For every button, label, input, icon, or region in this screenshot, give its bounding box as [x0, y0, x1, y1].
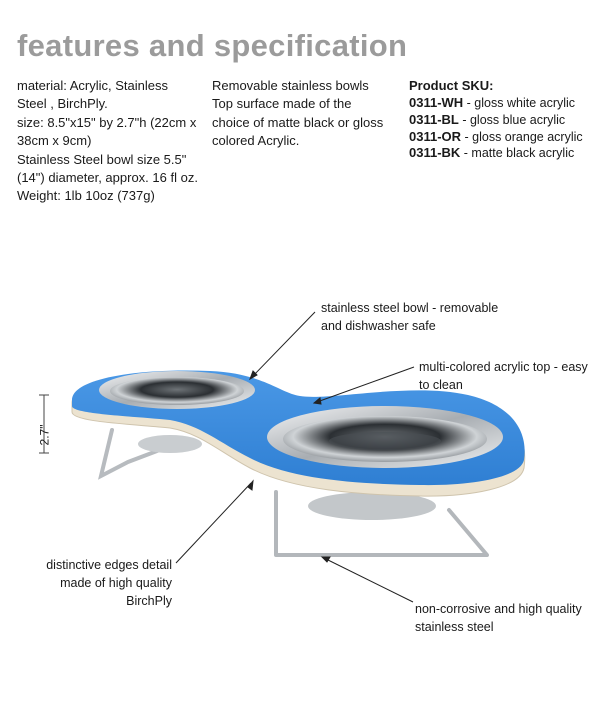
sku-desc: - gloss blue acrylic	[458, 113, 566, 127]
sku-desc: - matte black acrylic	[460, 146, 575, 161]
callout-line-bowl	[252, 312, 315, 377]
arrowhead-icon	[322, 557, 330, 562]
right-steel-bowl	[267, 406, 503, 468]
spec-bowl-size: Stainless Steel bowl size 5.5" (14") diameter, approx. 16 fl oz.	[17, 151, 198, 186]
spec-material: material: Acrylic, Stainless Steel , BirchPly.	[17, 78, 168, 112]
spec-size: size: 8.5"x15" by 2.7"h (22cm x 38cm x 9cm)	[17, 114, 197, 149]
left-steel-bowl	[99, 371, 255, 409]
sku-heading: Product SKU:	[409, 78, 494, 93]
callout-line-steel	[326, 559, 413, 602]
sku-desc: - gloss white acrylic	[463, 96, 576, 111]
callout-line-edges	[176, 483, 251, 563]
sku-desc: - gloss orange acrylic	[461, 129, 583, 144]
spec-weight: Weight: 1lb 10oz (737g)	[17, 188, 155, 204]
rear-steel-stand	[101, 430, 202, 476]
sku-code: 0311-BL	[409, 112, 459, 127]
feature-top-surface: Top surface made of the choice of matte black or gloss colored Acrylic.	[212, 96, 384, 149]
front-steel-stand	[276, 492, 487, 555]
callout-edges: distinctive edges detail made of high quality BirchPly	[46, 558, 172, 608]
sku-code: 0311-BK	[409, 145, 461, 161]
sku-code: 0311-WH	[409, 95, 464, 111]
height-dimension-label: 2.7"	[37, 424, 52, 446]
arrowhead-icon	[248, 481, 253, 490]
sku-code: 0311-OR	[409, 128, 462, 144]
callout-steel: non-corrosive and high quality stainless steel	[415, 602, 582, 634]
arrowhead-icon	[250, 371, 257, 379]
feature-removable-bowls: Removable stainless bowls	[212, 78, 369, 93]
page-title: features and specification	[17, 28, 408, 63]
callout-bowl: stainless steel bowl - removable and dishwasher safe	[321, 301, 499, 333]
callout-top: multi-colored acrylic top - easy to clean	[419, 360, 588, 392]
